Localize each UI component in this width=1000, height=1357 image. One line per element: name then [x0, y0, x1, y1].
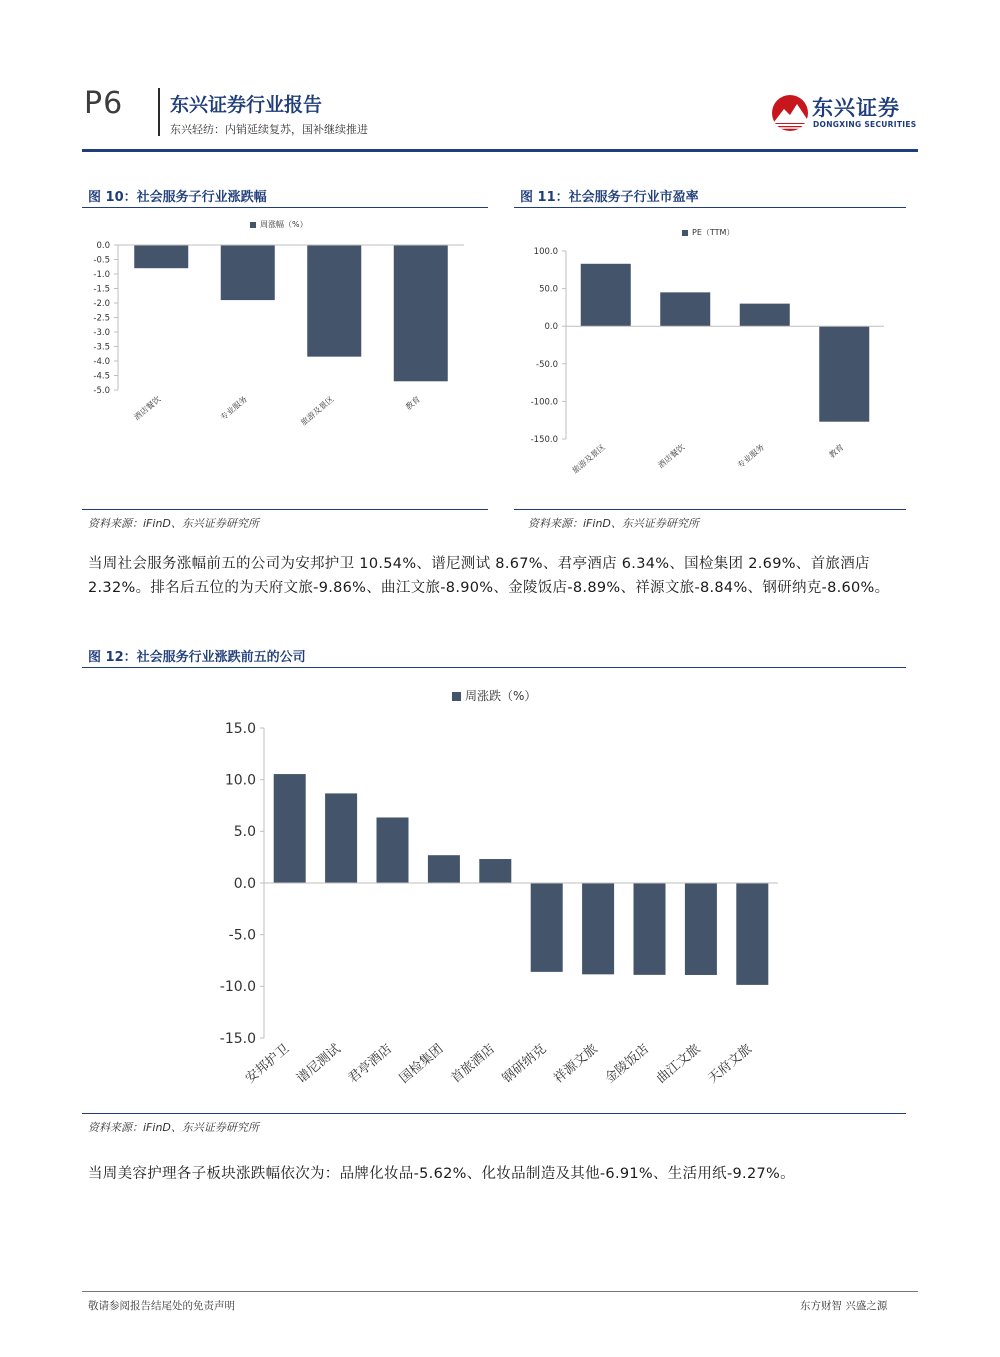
- fig12-y-tick-label: -10.0: [219, 979, 256, 996]
- logo-text-cn: 东兴证券: [812, 96, 900, 120]
- fig11-category-label: 酒店餐饮: [656, 442, 687, 471]
- paragraph-beauty-care: 当周美容护理各子板块涨跌幅依次为：品牌化妆品-5.62%、化妆品制造及其他-6.91%、生活用纸-9.27%。: [88, 1166, 795, 1182]
- fig12-category-label: 君亭酒店: [345, 1041, 396, 1087]
- report-title: 东兴证券行业报告: [170, 94, 323, 116]
- fig12-y-tick-label: 15.0: [224, 720, 256, 737]
- fig12-category-label: 钢研纳克: [499, 1041, 550, 1087]
- fig10-bar-3: [307, 245, 361, 357]
- report-subtitle: 东兴轻纺：内销延续复苏，国补继续推进: [170, 123, 368, 136]
- fig10-legend-label: 周涨幅（%）: [260, 220, 308, 229]
- fig10-y-tick-label: -2.5: [93, 313, 110, 324]
- fig12-category-label: 祥源文旅: [551, 1041, 601, 1087]
- fig11-bar-2: [660, 292, 710, 326]
- fig12-title: 图 12：社会服务行业涨跌前五的公司: [88, 650, 306, 665]
- fig10-category-label: 专业服务: [218, 394, 250, 423]
- fig12-top-rule: [82, 667, 906, 668]
- fig11-category-label: 教育: [827, 442, 846, 460]
- footer-slogan: 东方财智 兴盛之源: [800, 1300, 888, 1312]
- fig11-bottom-rule: [514, 509, 906, 510]
- logo-mountain-icon: [770, 92, 810, 134]
- fig11-source: 资料来源：iFinD、东兴证券研究所: [528, 517, 699, 530]
- fig10-top-rule: [82, 207, 488, 208]
- fig12-category-label: 国检集团: [396, 1041, 447, 1087]
- fig11-category-label: 旅游及景区: [570, 442, 608, 476]
- fig12-bar-2: [325, 793, 357, 883]
- fig10-bar-1: [134, 245, 188, 268]
- fig11-legend-swatch: [682, 230, 688, 236]
- fig12-category-label: 金陵饭店: [602, 1041, 653, 1087]
- fig10-y-tick-label: -1.5: [93, 284, 110, 295]
- fig10-category-label: 酒店餐饮: [132, 394, 163, 423]
- fig12-category-label: 天府文旅: [705, 1041, 755, 1087]
- fig11-y-tick-label: -150.0: [530, 434, 558, 445]
- fig12-y-tick-label: -15.0: [219, 1030, 256, 1047]
- fig12-bar-4: [428, 855, 460, 883]
- fig12-bar-3: [377, 817, 409, 883]
- page-number: P6: [84, 86, 124, 121]
- fig10-y-tick-label: -1.0: [93, 269, 110, 280]
- fig12-bar-1: [274, 774, 306, 883]
- fig12-category-label: 首旅酒店: [448, 1041, 498, 1087]
- footer-rule: [82, 1291, 918, 1292]
- fig11-y-tick-label: -50.0: [536, 359, 558, 370]
- fig12-bar-8: [634, 883, 666, 975]
- fig11-y-tick-label: 100.0: [533, 246, 558, 257]
- company-logo: [770, 92, 920, 136]
- fig12-bar-6: [531, 883, 563, 972]
- header-divider: [158, 88, 160, 136]
- fig11-title: 图 11：社会服务子行业市盈率: [520, 190, 699, 205]
- fig11-bar-1: [581, 264, 631, 326]
- fig12-y-tick-label: 0.0: [233, 875, 256, 892]
- fig12-bar-10: [736, 883, 768, 985]
- fig10-category-label: 旅游及景区: [299, 394, 336, 428]
- fig11-y-tick-label: 0.0: [544, 322, 558, 333]
- fig10-y-tick-label: -3.5: [93, 342, 110, 353]
- fig11-chart: [514, 210, 906, 508]
- fig12-category-label: 安邦护卫: [242, 1041, 293, 1087]
- footer-disclaimer: 敬请参阅报告结尾处的免责声明: [88, 1300, 235, 1312]
- fig10-legend-swatch: [250, 222, 256, 228]
- fig10-y-tick-label: -0.5: [93, 255, 110, 266]
- logo-text-en: DONGXING SECURITIES: [813, 120, 917, 129]
- fig12-legend-swatch: [452, 692, 461, 701]
- fig11-bar-3: [740, 304, 790, 327]
- fig11-legend-label: PE（TTM）: [692, 228, 735, 237]
- fig12-y-tick-label: 10.0: [224, 772, 256, 789]
- fig12-source: 资料来源：iFinD、东兴证券研究所: [88, 1121, 259, 1134]
- fig10-y-tick-label: -4.0: [93, 356, 110, 367]
- fig11-y-tick-label: -100.0: [530, 397, 558, 408]
- fig12-y-tick-label: -5.0: [228, 927, 256, 944]
- fig11-top-rule: [514, 207, 906, 208]
- fig12-bar-7: [582, 883, 614, 974]
- fig10-y-tick-label: -4.5: [93, 371, 110, 382]
- fig11-bar-4: [819, 326, 869, 422]
- fig10-source: 资料来源：iFinD、东兴证券研究所: [88, 517, 259, 530]
- fig10-title: 图 10：社会服务子行业涨跌幅: [88, 190, 267, 205]
- fig10-y-tick-label: -2.0: [93, 298, 110, 309]
- fig12-bottom-rule: [82, 1113, 906, 1114]
- fig10-bar-4: [394, 245, 448, 381]
- fig10-y-tick-label: 0.0: [96, 240, 110, 251]
- fig11-y-tick-label: 50.0: [539, 284, 558, 295]
- fig10-bar-2: [221, 245, 275, 300]
- fig10-chart: [82, 210, 488, 508]
- fig12-category-label: 曲江文旅: [653, 1041, 704, 1087]
- fig12-category-label: 谱尼测试: [294, 1041, 344, 1087]
- fig10-bottom-rule: [82, 509, 488, 510]
- fig12-chart: [82, 670, 906, 1112]
- fig10-category-label: 教育: [403, 394, 423, 412]
- fig10-y-tick-label: -5.0: [93, 385, 110, 396]
- fig12-legend-label: 周涨跌（%）: [465, 689, 537, 703]
- fig12-y-tick-label: 5.0: [233, 824, 256, 841]
- fig12-bar-9: [685, 883, 717, 975]
- fig12-bar-5: [479, 859, 511, 883]
- fig11-category-label: 专业服务: [735, 442, 767, 471]
- fig10-y-tick-label: -3.0: [93, 327, 110, 338]
- header-rule: [82, 149, 918, 152]
- paragraph-social-services: 当周社会服务涨幅前五的公司为安邦护卫 10.54%、谱尼测试 8.67%、君亭酒店 6.34%、国检集团 2.69%、首旅酒店 2.32%。排名后五位的为天府文旅-9.86%、曲江文旅-8.90%、金陵饭店-8.89%、祥源文旅-8.84%、钢研纳克-8.60%。: [88, 556, 890, 596]
